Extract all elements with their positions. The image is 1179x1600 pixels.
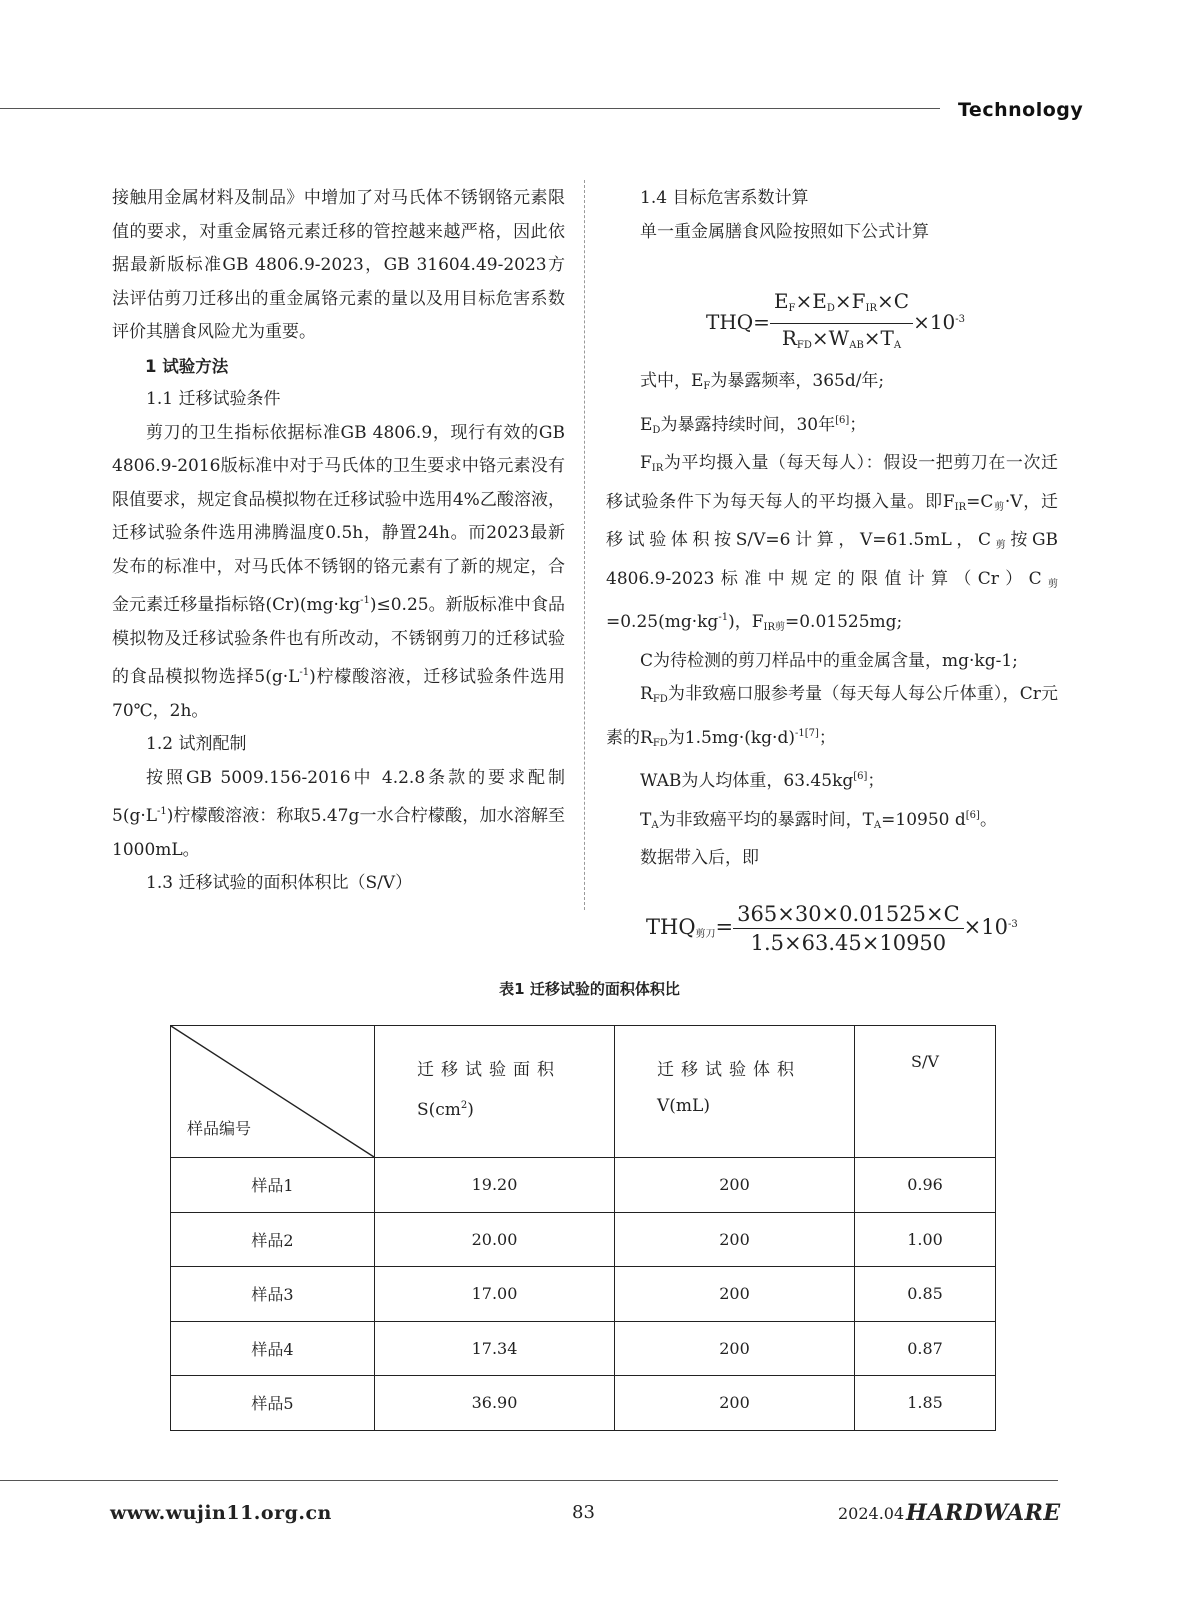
cell-sample: 样品3	[171, 1267, 375, 1322]
cell-area: 17.00	[375, 1267, 615, 1322]
formula-thq: THQ= $\frac{E_F\times E_D\times F_{IR}\times C}{R_{FD}\times W_{AB}\times T_A}$ $\times 10^{-3}$	[706, 289, 966, 351]
cell-area: 36.90	[375, 1376, 615, 1431]
section-label: Technology	[958, 99, 1084, 121]
cell-volume: 200	[615, 1321, 855, 1376]
definition: C为待检测的剪刀样品中的重金属含量，mg·kg-1;	[640, 650, 1018, 671]
right-column	[606, 182, 1058, 978]
cell-sample: 样品2	[171, 1212, 375, 1267]
page-number: 83	[572, 1502, 595, 1523]
migration-table	[170, 1025, 996, 1431]
cell-area: 17.34	[375, 1321, 615, 1376]
paragraph: 接触用金属材料及制品》中增加了对马氏体不锈钢铬元素限值的要求，对重金属铬元素迁移的管控越来越严格，因此依据最新版标准GB 4806.9-2023，GB 31604.49-2023方法评估剪刀迁移出的重金属铬元素的量以及用目标危害系数评价其膳食风险尤为重要。	[112, 188, 565, 342]
definition: WAB为人均体重，63.45kg[6]；	[640, 771, 885, 791]
cell-area: 19.20	[375, 1158, 615, 1213]
definition: 式中，$E_F$为暴露频率，365d/年;	[640, 371, 885, 392]
column-header-area: 迁移试验面积 $S(cm^2)$	[375, 1026, 615, 1158]
cell-sv: 0.96	[855, 1158, 996, 1213]
paragraph: 数据带入后，即	[640, 848, 759, 868]
cell-volume: 200	[615, 1376, 855, 1431]
table-corner-header	[171, 1026, 375, 1158]
footer-url[interactable]: www.wujin11.org.cn	[110, 1502, 332, 1524]
table-row	[171, 1321, 996, 1376]
table-row	[171, 1158, 996, 1213]
definition: $T_A$为非致癌平均的暴露时间，$T_A=10950$ d[6]。	[640, 809, 997, 831]
cell-volume: 200	[615, 1267, 855, 1322]
definition: $R_{FD}$为非致癌口服参考量（每天每人每公斤体重），Cr元素的$R_{FD}$为$1.5mg\cdot(kg\cdot d)^{-1[7]}$；	[606, 684, 1058, 749]
subsection-heading: 1.1 迁移试验条件	[146, 389, 281, 409]
definition: $F_{IR}$为平均摄入量（每天每人）：假设一把剪刀在一次迁移试验条件下为每天每人的平均摄入量。即$F_{IR}=C_剪\cdot V$，迁移试验体积按S/V=6计算，V=61.5mL，$C_剪$按GB 4806.9-2023标准中规定的限值计算$(Cr)C_剪=0.25(mg\cdot kg^{-1})$，$F_{IR剪}=0.01525mg$;	[606, 453, 1059, 633]
cell-volume: 200	[615, 1212, 855, 1267]
table-row	[171, 1267, 996, 1322]
subsection-heading: 1.4 目标危害系数计算	[640, 188, 809, 208]
formula-thq-scissors: $THQ_{剪刀}=$ $\frac{365\times 30\times 0.01525\times C}{1.5\times 63.45\times 10950}$ $\times 10^{-3}$	[646, 901, 1018, 955]
cell-sv: 0.85	[855, 1267, 996, 1322]
table-caption: 表1 迁移试验的面积体积比	[499, 980, 680, 998]
header-rule	[0, 108, 940, 109]
magazine-brand: HARDWARE	[906, 1500, 1061, 1526]
subsection-heading: 1.3 迁移试验的面积体积比（S/V）	[146, 873, 413, 893]
cell-sample: 样品4	[171, 1321, 375, 1376]
cell-sv: 0.87	[855, 1321, 996, 1376]
footer-rule	[0, 1480, 1058, 1481]
cell-area: 20.00	[375, 1212, 615, 1267]
left-column	[112, 182, 565, 901]
column-header-volume: 迁移试验体积 V(mL)	[615, 1026, 855, 1158]
subsection-heading: 1.2 试剂配制	[146, 734, 247, 754]
column-header-sv: S/V	[855, 1026, 996, 1158]
paragraph: 按照GB 5009.156-2016中 4.2.8条款的要求配制$5(g\cdot L^{-1})$柠檬酸溶液：称取5.47g一水合柠檬酸，加水溶解至1000mL。	[112, 767, 565, 860]
cell-sv: 1.85	[855, 1376, 996, 1431]
cell-volume: 200	[615, 1158, 855, 1213]
definition: $E_D$为暴露持续时间，30年[6]；	[640, 414, 867, 436]
section-heading: 1 试验方法	[145, 356, 229, 376]
table-row	[171, 1376, 996, 1431]
paragraph: 单一重金属膳食风险按照如下公式计算	[640, 221, 929, 242]
cell-sample: 样品1	[171, 1158, 375, 1213]
cell-sample: 样品5	[171, 1376, 375, 1431]
issue-date: 2024.04	[838, 1504, 905, 1523]
corner-label: 样品编号	[187, 1119, 252, 1138]
cell-sv: 1.00	[855, 1212, 996, 1267]
column-divider	[584, 180, 585, 910]
table-row	[171, 1212, 996, 1267]
paragraph: 剪刀的卫生指标依据标准GB 4806.9，现行有效的GB 4806.9-2016版标准中对于马氏体的卫生要求中铬元素没有限值要求，规定食品模拟物在迁移试验中选用4%乙酸溶液，迁移试验条件选用沸腾温度0.5h，静置24h。而2023最新发布的标准中，对马氏体不锈钢的铬元素有了新的规定，合金元素迁移量指标铬$(Cr)(mg\cdot kg^{-1})\le 0.25$。新版标准中食品模拟物及迁移试验条件也有所改动，不锈钢剪刀的迁移试验的食品模拟物选择$5(g\cdot L^{-1})$柠檬酸溶液，迁移试验条件选用70℃，2h。	[112, 422, 565, 721]
